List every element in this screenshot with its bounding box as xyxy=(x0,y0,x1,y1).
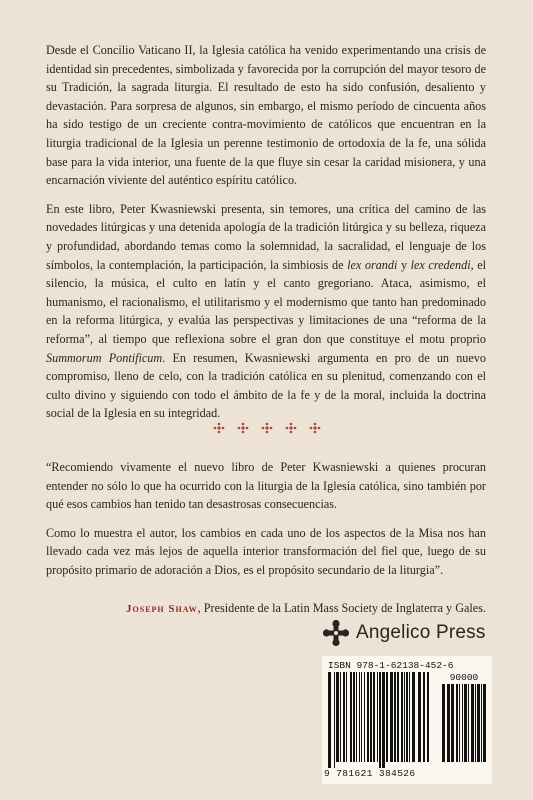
barcode-bar xyxy=(359,672,360,762)
barcode-bar xyxy=(423,672,425,762)
barcode-bar xyxy=(394,672,396,762)
barcode-bar xyxy=(356,672,357,762)
latin-term: Summorum Pontificum xyxy=(46,350,163,365)
barcode-bar xyxy=(367,672,369,762)
attribution-role: , Presidente de la Latin Mass Society de Inglaterra y Gales. xyxy=(197,601,486,615)
ean-digits: 9 781621 384526 xyxy=(324,768,416,779)
barcode-bar xyxy=(343,672,345,762)
barcode-bar xyxy=(370,672,372,762)
description-paragraph-2 xyxy=(46,200,486,423)
barcode-bar xyxy=(468,684,469,762)
barcode-bar xyxy=(361,672,362,762)
barcode-bar xyxy=(451,684,454,762)
barcode-bar xyxy=(353,672,355,762)
endorsement-quote xyxy=(46,458,486,590)
barcode-bar xyxy=(397,672,399,762)
latin-term: lex credendi xyxy=(410,257,471,272)
barcode-bar xyxy=(364,672,365,762)
addon-barcode-bars xyxy=(442,684,488,768)
isbn-text: ISBN 978-1-62138-452-6 xyxy=(328,660,454,671)
barcode-bar xyxy=(459,684,460,762)
barcode-bar xyxy=(442,684,445,762)
barcode-bar xyxy=(350,672,352,762)
book-description xyxy=(46,41,486,433)
barcode-bar xyxy=(377,672,378,762)
barcode-bar xyxy=(406,672,408,762)
barcode-bar xyxy=(418,672,421,762)
publisher-name: Angelico Press xyxy=(356,622,486,643)
barcode-bar xyxy=(386,672,388,762)
publisher-logo xyxy=(322,616,492,650)
barcode-bar xyxy=(404,672,405,762)
ornament-icon xyxy=(261,422,273,434)
barcode-bar xyxy=(412,672,415,762)
barcode-bar xyxy=(401,672,403,762)
ornament-divider xyxy=(0,422,533,434)
barcode-bar xyxy=(346,672,347,762)
barcode-bar xyxy=(334,672,335,768)
barcode-bar xyxy=(456,684,458,762)
attribution-name: Joseph Shaw xyxy=(126,603,198,615)
quote-paragraph-2: Como lo muestra el autor, los cambios en cada uno de los aspectos de la Misa nos han llevado cada vez más lejos de aquella interior transformación del fiel que, luego de su propósito primario de adoración a Dios, es el propósito secundario de la liturgia”. xyxy=(46,525,486,577)
barcode-bar xyxy=(379,672,381,768)
barcode-bar xyxy=(462,684,463,762)
ornament-icon xyxy=(213,422,225,434)
barcode-bar xyxy=(447,684,450,762)
barcode-bar xyxy=(336,672,339,762)
barcode-bar xyxy=(373,672,375,762)
barcode-bar xyxy=(475,684,476,762)
barcode-bar xyxy=(464,684,467,762)
latin-term: lex orandi xyxy=(347,257,398,272)
barcode-bar xyxy=(483,684,486,762)
barcode-bar xyxy=(409,672,410,762)
barcode-bar xyxy=(477,684,480,762)
publisher-cross-icon xyxy=(322,619,350,647)
ornament-icon xyxy=(309,422,321,434)
description-paragraph-1: Desde el Concilio Vaticano II, la Iglesia católica ha venido experimentando una crisis de identidad sin precedentes, simbolizada y favorecida por la corrupción del mayor tesoro de su Tradición, la sagrada liturgia. El resultado de esto ha sido confusión, desaliento y devastación. Para sorpresa de algunos, sin embargo, el mismo período de cincuenta años ha sido testigo de un creciente contra-movimiento de católicos que encuentran en la liturgia tradicional de la Iglesia un perenne testimonio de ortodoxia de la fe, una sólida base para la vida interior, una fuente de la que fluye sin cesar la caridad misionera, y una encarnación viviente del auténtico espíritu católico. xyxy=(46,43,486,188)
barcode-bar xyxy=(427,672,429,762)
isbn-barcode xyxy=(322,656,492,784)
description-text: y xyxy=(397,257,411,272)
barcode-bar xyxy=(481,684,482,762)
barcode-bar xyxy=(390,672,393,762)
barcode-bar xyxy=(340,672,341,762)
quote-paragraph-1: “Recomiendo vivamente el nuevo libro de Peter Kwasniewski a quienes procuran entender no sólo lo que ha ocurrido con la liturgia de la Iglesia católica, sino también por qué esos cambios han tenido tan desastrosas consecuencias. xyxy=(46,460,486,512)
description-text: . En resumen, Kwasniewski argumenta en pro de un nuevo compromiso, lleno de celo, con la tradición católica en su plenitud, comenzando con el culto divino y siguiendo con todo el ámbito de la fe y de la moral, incluida la doctrina social de la Iglesia en su integridad. xyxy=(46,350,486,421)
barcode-bar xyxy=(471,684,474,762)
description-text: En este libro, Peter Kwasniewski presenta, sin temores, una crítica del camino de las novedades litúrgicas y una detenida apología de la tradición litúrgica y su belleza, riqueza y profundidad, abordando temas como la solemnidad, la sacralidad, el lenguaje de los símbolos, la contemplación, la participación, la simbiosis de xyxy=(46,201,486,272)
ornament-icon xyxy=(285,422,297,434)
price-code: 90000 xyxy=(449,672,479,683)
description-text: , el silencio, la música, el culto en latín y el canto gregoriano. Ataca, asimismo, el humanismo, el racionalismo, el utilitarismo y el modernismo que tanto han predominado en la reforma litúrgica, y evalúa las perspectivas y limitaciones de una “reforma de la reforma”, al tiempo que reflexiona sobre el gran don que constituye el motu proprio xyxy=(46,257,487,346)
barcode-bar xyxy=(382,672,385,768)
barcode-bar xyxy=(328,672,331,768)
ean-barcode-bars xyxy=(328,672,434,768)
ornament-icon xyxy=(237,422,249,434)
